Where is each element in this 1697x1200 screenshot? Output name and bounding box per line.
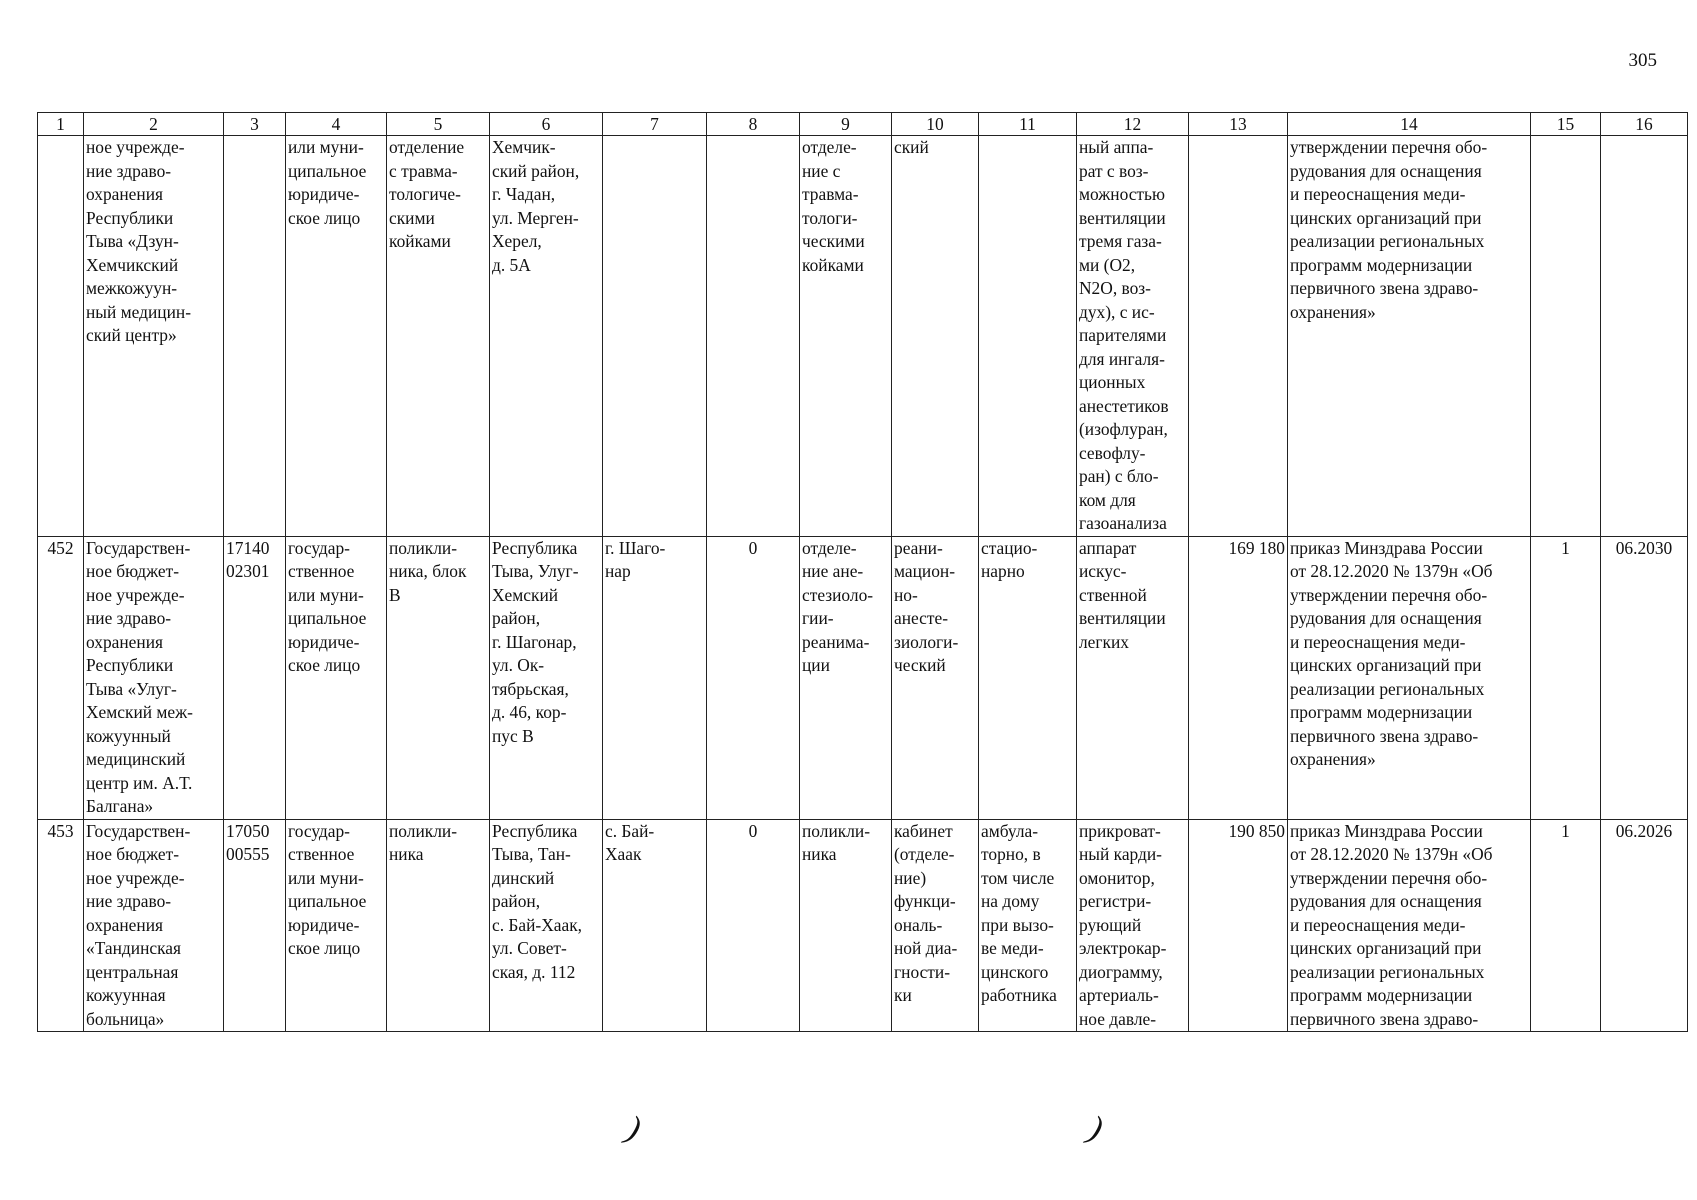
- cell-number: 452: [38, 536, 84, 819]
- cell-care-mode: стацио- нарно: [979, 536, 1077, 819]
- column-header-15: 15: [1531, 113, 1601, 136]
- cell-equipment: аппарат искус- ственной вентиляции легких: [1077, 536, 1189, 819]
- cell-care-mode: амбула- торно, в том числе на дому при вызо- ве меди- цинского работника: [979, 819, 1077, 1032]
- page-number: 305: [1628, 50, 1657, 71]
- header-row: [38, 113, 1688, 136]
- cell-col8: 0: [707, 536, 800, 819]
- cell-department: поликли- ника: [800, 819, 892, 1032]
- cell-quantity: 1: [1531, 819, 1601, 1032]
- cell-organization: Государствен- ное бюджет- ное учрежде- ние здраво- охранения «Тандинская центральная кожуунная больница»: [84, 819, 224, 1032]
- column-header-16: 16: [1601, 113, 1688, 136]
- table-row-452: [38, 536, 1688, 819]
- cell-unit: поликли- ника: [387, 819, 490, 1032]
- cell-basis: приказ Минздрава России от 28.12.2020 № 1379н «Об утверждении перечня обо- рудования для оснащения и переоснащения меди- цинских организаций при реализации региональных программ модернизации первичного звена здраво- охранения»: [1288, 536, 1531, 819]
- cell-organization: Государствен- ное бюджет- ное учрежде- ние здраво- охранения Республики Тыва «Улуг- Хемский меж- кожуунный медицинский центр им. А.Т. Балгана»: [84, 536, 224, 819]
- cell-cabinet: кабинет (отделе- ние) функци- ональ- ной диа- гности- ки: [892, 819, 979, 1032]
- cell-legal-form: государ- ственное или муни- ципальное юридиче- ское лицо: [286, 819, 387, 1032]
- scan-mark-right: ): [1084, 1109, 1108, 1148]
- registry-table: [37, 112, 1688, 1032]
- cell-locality: с. Бай- Хаак: [603, 819, 707, 1032]
- cell-date: 06.2030: [1601, 536, 1688, 819]
- cell-address: Республика Тыва, Улуг- Хемский район, г. Шагонар, ул. Ок- тябрьская, д. 46, кор- пус В: [490, 536, 603, 819]
- cell-care-mode: [979, 136, 1077, 537]
- cell-quantity: 1: [1531, 536, 1601, 819]
- cell-date: [1601, 136, 1688, 537]
- column-header-9: 9: [800, 113, 892, 136]
- table-row-453: [38, 819, 1688, 1032]
- column-header-8: 8: [707, 113, 800, 136]
- column-header-11: 11: [979, 113, 1077, 136]
- cell-address: Республика Тыва, Тан- динский район, с. Бай-Хаак, ул. Совет- ская, д. 112: [490, 819, 603, 1032]
- column-header-13: 13: [1189, 113, 1288, 136]
- cell-date: 06.2026: [1601, 819, 1688, 1032]
- cell-department: отделе- ние ане- стезиоло- гии- реанима- ции: [800, 536, 892, 819]
- cell-quantity: [1531, 136, 1601, 537]
- column-header-3: 3: [224, 113, 286, 136]
- cell-equipment: ный аппа- рат с воз- можностью вентиляции тремя газа- ми (О2, N2O, воз- дух), с ис- парителями для ингаля- ционных анестетиков (изофлуран, севофлу- ран) с бло- ком для газоанализа: [1077, 136, 1189, 537]
- cell-amount: 169 180: [1189, 536, 1288, 819]
- cell-locality: [603, 136, 707, 537]
- column-header-4: 4: [286, 113, 387, 136]
- cell-equipment: прикроват- ный карди- омонитор, регистри- рующий электрокар- диограмму, артериаль- ное давле-: [1077, 819, 1189, 1032]
- cell-unit: поликли- ника, блок В: [387, 536, 490, 819]
- cell-code: [224, 136, 286, 537]
- cell-col8: [707, 136, 800, 537]
- cell-legal-form: или муни- ципальное юридиче- ское лицо: [286, 136, 387, 537]
- cell-basis: приказ Минздрава России от 28.12.2020 № 1379н «Об утверждении перечня обо- рудования для оснащения и переоснащения меди- цинских организаций при реализации региональных программ модернизации первичного звена здраво-: [1288, 819, 1531, 1032]
- cell-cabinet: ский: [892, 136, 979, 537]
- column-header-6: 6: [490, 113, 603, 136]
- cell-amount: 190 850: [1189, 819, 1288, 1032]
- cell-organization: ное учрежде- ние здраво- охранения Республики Тыва «Дзун- Хемчикский межкожуун- ный медицин- ский центр»: [84, 136, 224, 537]
- table-row-continued: [38, 136, 1688, 537]
- cell-locality: г. Шаго- нар: [603, 536, 707, 819]
- cell-code: 17050 00555: [224, 819, 286, 1032]
- column-header-2: 2: [84, 113, 224, 136]
- cell-number: 453: [38, 819, 84, 1032]
- cell-col8: 0: [707, 819, 800, 1032]
- column-header-1: 1: [38, 113, 84, 136]
- cell-unit: отделение с травма- тологиче- скими койками: [387, 136, 490, 537]
- column-header-5: 5: [387, 113, 490, 136]
- column-header-14: 14: [1288, 113, 1531, 136]
- cell-legal-form: государ- ственное или муни- ципальное юридиче- ское лицо: [286, 536, 387, 819]
- column-header-10: 10: [892, 113, 979, 136]
- cell-number: [38, 136, 84, 537]
- scan-mark-left: ): [622, 1109, 646, 1148]
- cell-basis: утверждении перечня обо- рудования для оснащения и переоснащения меди- цинских организаций при реализации региональных программ модернизации первичного звена здраво- охранения»: [1288, 136, 1531, 537]
- cell-address: Хемчик- ский район, г. Чадан, ул. Мерген- Херел, д. 5А: [490, 136, 603, 537]
- cell-cabinet: реани- мацион- но- анесте- зиологи- ческий: [892, 536, 979, 819]
- cell-amount: [1189, 136, 1288, 537]
- column-header-12: 12: [1077, 113, 1189, 136]
- cell-department: отделе- ние с травма- тологи- ческими койками: [800, 136, 892, 537]
- column-header-7: 7: [603, 113, 707, 136]
- cell-code: 17140 02301: [224, 536, 286, 819]
